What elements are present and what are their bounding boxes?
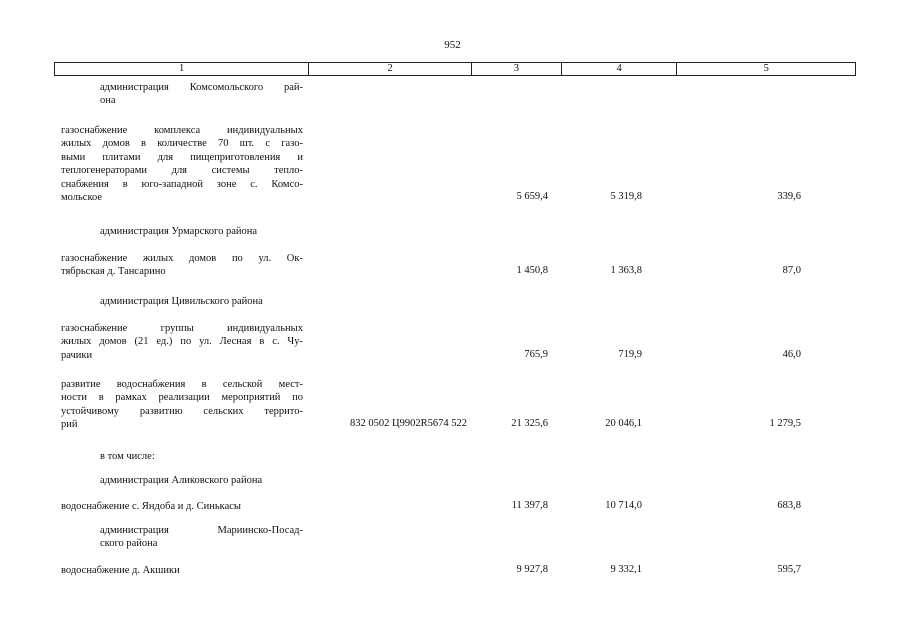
description-line: администрация Мариинско-Посад- (100, 525, 303, 536)
item-description (61, 322, 303, 362)
description-line: она (100, 95, 116, 107)
value-col-4: 1 363,8 (610, 265, 642, 277)
item-description (61, 378, 303, 432)
description-line: администрация Цивильского района (100, 296, 263, 307)
description-line: в том числе: (100, 451, 155, 462)
section-heading (100, 295, 303, 308)
value-col-4: 10 714,0 (605, 500, 642, 511)
description-line: развитие водоснабжения в сельской мест- (61, 379, 303, 390)
description-line: ского района (100, 538, 158, 550)
description-line: теплогенераторами для системы тепло- (61, 165, 303, 177)
description-line: газоснабжение жилых домов по ул. Ок- (61, 253, 303, 264)
section-heading (100, 524, 303, 551)
description-line: снабжения в юго-западной зоне с. Комсо- (61, 178, 303, 190)
value-col-5: 339,6 (777, 191, 801, 202)
description-line: мольское (61, 192, 103, 204)
description-line: газоснабжение комплекса индивидуальных (61, 125, 303, 136)
description-line: рий (61, 419, 78, 431)
description-line: администрация Комсомольского рай- (100, 82, 303, 93)
description-line: администрация Урмарского района (100, 226, 258, 237)
value-col-5: 683,8 (777, 500, 801, 511)
value-col-5: 46,0 (782, 348, 801, 360)
item-description (61, 564, 303, 577)
section-heading (100, 474, 303, 487)
value-col-5: 1 279,5 (769, 418, 801, 430)
description-line: водоснабжение д. Акшики (61, 565, 180, 576)
description-line: жилых домов в количестве 70 шт. с газо- (61, 138, 303, 150)
description-line: водоснабжение с. Яндоба и д. Синькасы (61, 501, 241, 512)
description-line: выми плитами для пищеприготовления и (61, 151, 303, 163)
table-header (54, 62, 856, 76)
header-col-3: 3 (472, 63, 562, 75)
item-description (61, 500, 303, 513)
description-line: ности в рамках реализации мероприятий по (61, 392, 303, 404)
section-heading (100, 81, 303, 108)
section-heading (100, 225, 303, 238)
item-description (61, 252, 303, 279)
value-col-3: 21 325,6 (511, 418, 548, 430)
section-heading (100, 450, 303, 463)
item-description (61, 124, 303, 204)
description-line: газоснабжение группы индивидуальных (61, 323, 303, 334)
value-col-4: 20 046,1 (605, 418, 642, 430)
value-col-4: 719,9 (618, 348, 642, 360)
page-number: 952 (444, 39, 461, 51)
value-col-3: 1 450,8 (516, 265, 548, 277)
value-col-3: 765,9 (524, 348, 548, 360)
header-col-2: 2 (309, 63, 472, 75)
description-line: жилых домов (21 ед.) по ул. Лесная в с. Чу- (61, 336, 303, 348)
description-line: тябрьская д. Тансарино (61, 266, 166, 278)
header-col-5: 5 (763, 63, 769, 74)
budget-code: 832 0502 Ц9902R5674 522 (350, 418, 467, 430)
header-col-1: 1 (55, 63, 309, 75)
description-line: рачики (61, 349, 93, 361)
value-col-3: 5 659,4 (516, 191, 548, 202)
value-col-5: 87,0 (782, 265, 801, 277)
value-col-3: 9 927,8 (516, 564, 548, 575)
value-col-4: 5 319,8 (610, 191, 642, 202)
value-col-4: 9 332,1 (610, 564, 642, 575)
description-line: устойчивому развитию сельских террито- (61, 405, 303, 417)
value-col-5: 595,7 (777, 564, 801, 575)
value-col-3: 11 397,8 (511, 500, 548, 511)
header-col-4: 4 (562, 63, 678, 75)
description-line: администрация Аликовского района (100, 475, 263, 486)
